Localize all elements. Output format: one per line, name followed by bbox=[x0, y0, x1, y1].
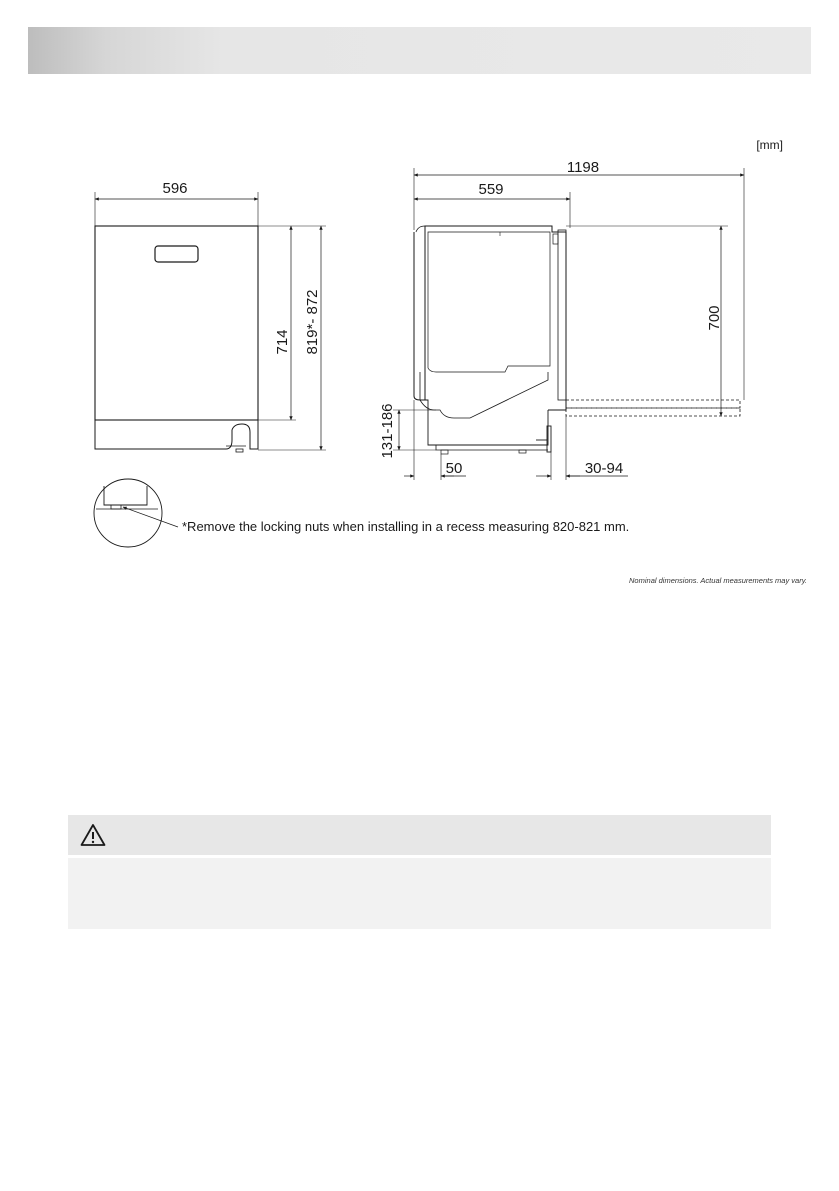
front-width-label: 596 bbox=[162, 180, 188, 197]
foot-offset-label: 50 bbox=[445, 460, 463, 477]
overall-depth-label: 1198 bbox=[566, 159, 600, 176]
door-handle bbox=[155, 246, 198, 262]
front-view bbox=[95, 192, 326, 452]
total-height-label: 819*- 872 bbox=[304, 289, 321, 355]
front-door-panel bbox=[95, 226, 258, 420]
door-height-label: 714 bbox=[274, 329, 291, 355]
locking-nut-detail bbox=[94, 479, 178, 547]
units-label: [mm] bbox=[756, 138, 783, 152]
side-view bbox=[393, 168, 744, 480]
nominal-dimensions-disclaimer: Nominal dimensions. Actual measurements may vary. bbox=[629, 576, 807, 585]
side-door-front bbox=[558, 230, 566, 400]
plinth-offset-label: 30-94 bbox=[584, 460, 624, 477]
warning-body bbox=[68, 858, 771, 929]
plinth-height-label: 131-186 bbox=[379, 403, 396, 459]
depth-label: 559 bbox=[478, 181, 504, 198]
warning-header bbox=[68, 815, 771, 855]
open-door-outline bbox=[566, 400, 740, 408]
locking-nut-note: *Remove the locking nuts when installing in a recess measuring 820-821 mm. bbox=[182, 519, 630, 534]
front-plinth bbox=[95, 420, 258, 449]
warning-triangle-icon bbox=[80, 823, 106, 847]
door-open-height-label: 700 bbox=[706, 305, 723, 331]
